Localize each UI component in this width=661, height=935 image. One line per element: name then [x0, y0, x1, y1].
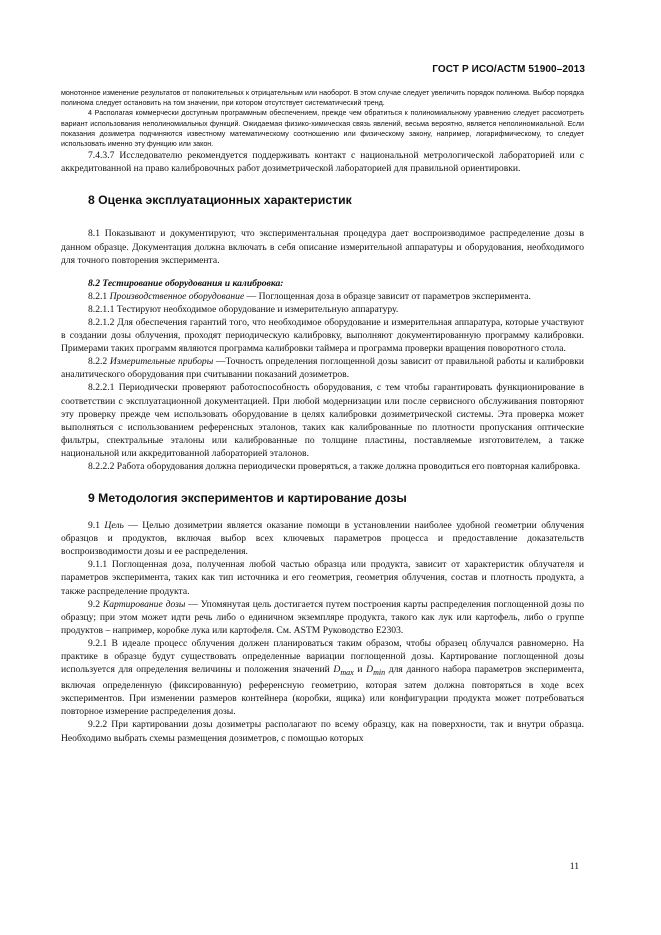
document-header: ГОСТ Р ИСО/АСТМ 51900–2013	[432, 64, 585, 75]
page-number: 11	[569, 861, 579, 872]
intro-paragraph: монотонное изменение результатов от положительных к отрицательным или наоборот. В этом случае следует увеличить порядок полинома. Выбор порядка полинома следует остановить на том значении, при котором отсутствует систематический тренд.	[61, 89, 584, 108]
page-content	[61, 88, 584, 745]
paragraph-8-2-2-2: 8.2.2.2 Работа оборудования должна периодически проверяться, а также должна проводиться его повторная калибровка.	[88, 461, 581, 472]
paragraph-8-2-1-2: 8.2.1.2 Для обеспечения гарантий того, что необходимое оборудование и измерительная аппаратура, которые участвуют в создании дозы облучения, проходят периодическую калибровку, выполняют документированную программу калибровки. Примерами таких программ являются программа калибровки таймера и программа проверки вращения поворотного стола.	[61, 316, 584, 355]
section-9-title: 9 Методология экспериментов и картирование дозы	[88, 491, 407, 506]
paragraph-9-2-2: 9.2.2 При картировании дозы дозиметры располагают по всему образцу, как на поверхности, так и внутри образца. Необходимо выбрать схемы размещения дозиметров, с помощью которых	[61, 719, 584, 744]
paragraph-8-2-1-1: 8.2.1.1 Тестируют необходимое оборудование и измерительную аппаратуру.	[88, 303, 399, 315]
subsection-8-2-title: 8.2 Тестирование оборудования и калибровка:	[88, 277, 284, 289]
paragraph-8-1: 8.1 Показывают и документируют, что экспериментальная процедура дает воспроизводимое распределение дозы в данном образце. Документация должна включать в себя описание измерительной аппаратуры и оборудования, необходимого для точного повторения эксперимента.	[61, 228, 584, 266]
section-8-title: 8 Оценка эксплуатационных характеристик	[88, 193, 352, 208]
paragraph-8-2-2-1: 8.2.2.1 Периодически проверяют работоспособность оборудования, с тем чтобы гарантировать функционирование в соответствии с эксплуатационной документацией. При любой модернизации или после сервисного обслуживания повторяют эту проверку прежде чем использовать оборудование в целях калибровки дозиметрической системы. Эта проверка может выполняться с использованием референсных эталонов, таких как калиброванные по плотности пропускания оптические фильтры, спектральные эталоны или калиброванные по толщине пластины, поставляемые изготовителем, а также национальной или аккредитованной лабораторией эталонов.	[61, 382, 584, 459]
paragraph-9-1: 9.1 Цель — Целью дозиметрии является оказание помощи в установлении наиболее удобной геометрии облучения образцов и продуктов, включая выбор всех ключевых параметров процесса и предоставление доказательств воспроизводимости дозы и ее распределения.	[61, 520, 584, 558]
dmin-symbol: $D_{min}$	[366, 664, 386, 678]
paragraph-9-2-1: 9.2.1 В идеале процесс облучения должен планироваться таким образом, чтобы образец облучался равномерно. На практике в образце будут существовать определенные вариации поглощенной дозы. Картирование поглощенной дозы используется для определения величины и положения значений $D_{max}$ и $D_{min}$ для данного набора параметров эксперимента, включая определенную (фиксированную) референсную геометрию, которая затем должна повторяться в ходе всех экспериментов. При изменении размеров контейнера (коробки, ящика) или конфигурации продукта может потребоваться повторное измерение распределения дозы.	[61, 637, 584, 718]
dmax-symbol: $D_{max}$	[333, 664, 354, 678]
paragraph-8-2-2: 8.2.2 Измерительные приборы —Точность определения поглощенной дозы зависит от правильной работы и калибровки аналитического оборудования при считывании показаний дозиметров.	[61, 356, 585, 381]
paragraph-8-2-1: 8.2.1 Производственное оборудование — Поглощенная доза в образце зависит от параметров эксперимента.	[88, 290, 531, 302]
paragraph-9-2: 9.2 Картирование дозы — Упомянутая цель достигается путем построения карты распределения поглощенной дозы по образцу; при этом может идти речь либо о единичном экземпляре продукта, такого как лук или картофель, либо о группе продуктов – например, коробке лука или картофеля. См. ASTM Руководство Е2303.	[61, 598, 584, 636]
note-paragraph: 4 Располагая коммерчески доступным программным обеспечением, прежде чем обратиться к полиномиальному уравнению следует рассмотреть вариант использования неполиномиальных функций. Ожидаемая физико-химическая связь явлений, весьма вероятно, является неполиномиальной. Если показания дозиметра подчиняются известному математическому соотношению или физическому закону, например, логарифмическому, то следует использовать именно эту функцию или закон.	[61, 109, 584, 149]
paragraph-9-1-1: 9.1.1 Поглощенная доза, полученная любой частью образца или продукта, зависит от характеристик облучателя и параметров эксперимента, таких как тип источника и его геометрия, геометрия облучения, состав и плотность продукта, а также распределение продукта.	[61, 559, 584, 597]
paragraph-7-4-3-7: 7.4.3.7 Исследователю рекомендуется поддерживать контакт с национальной метрологической лабораторией или с аккредитованной на право калибровочных работ дозиметрической лабораторией для правильной ориентировки.	[61, 150, 584, 175]
